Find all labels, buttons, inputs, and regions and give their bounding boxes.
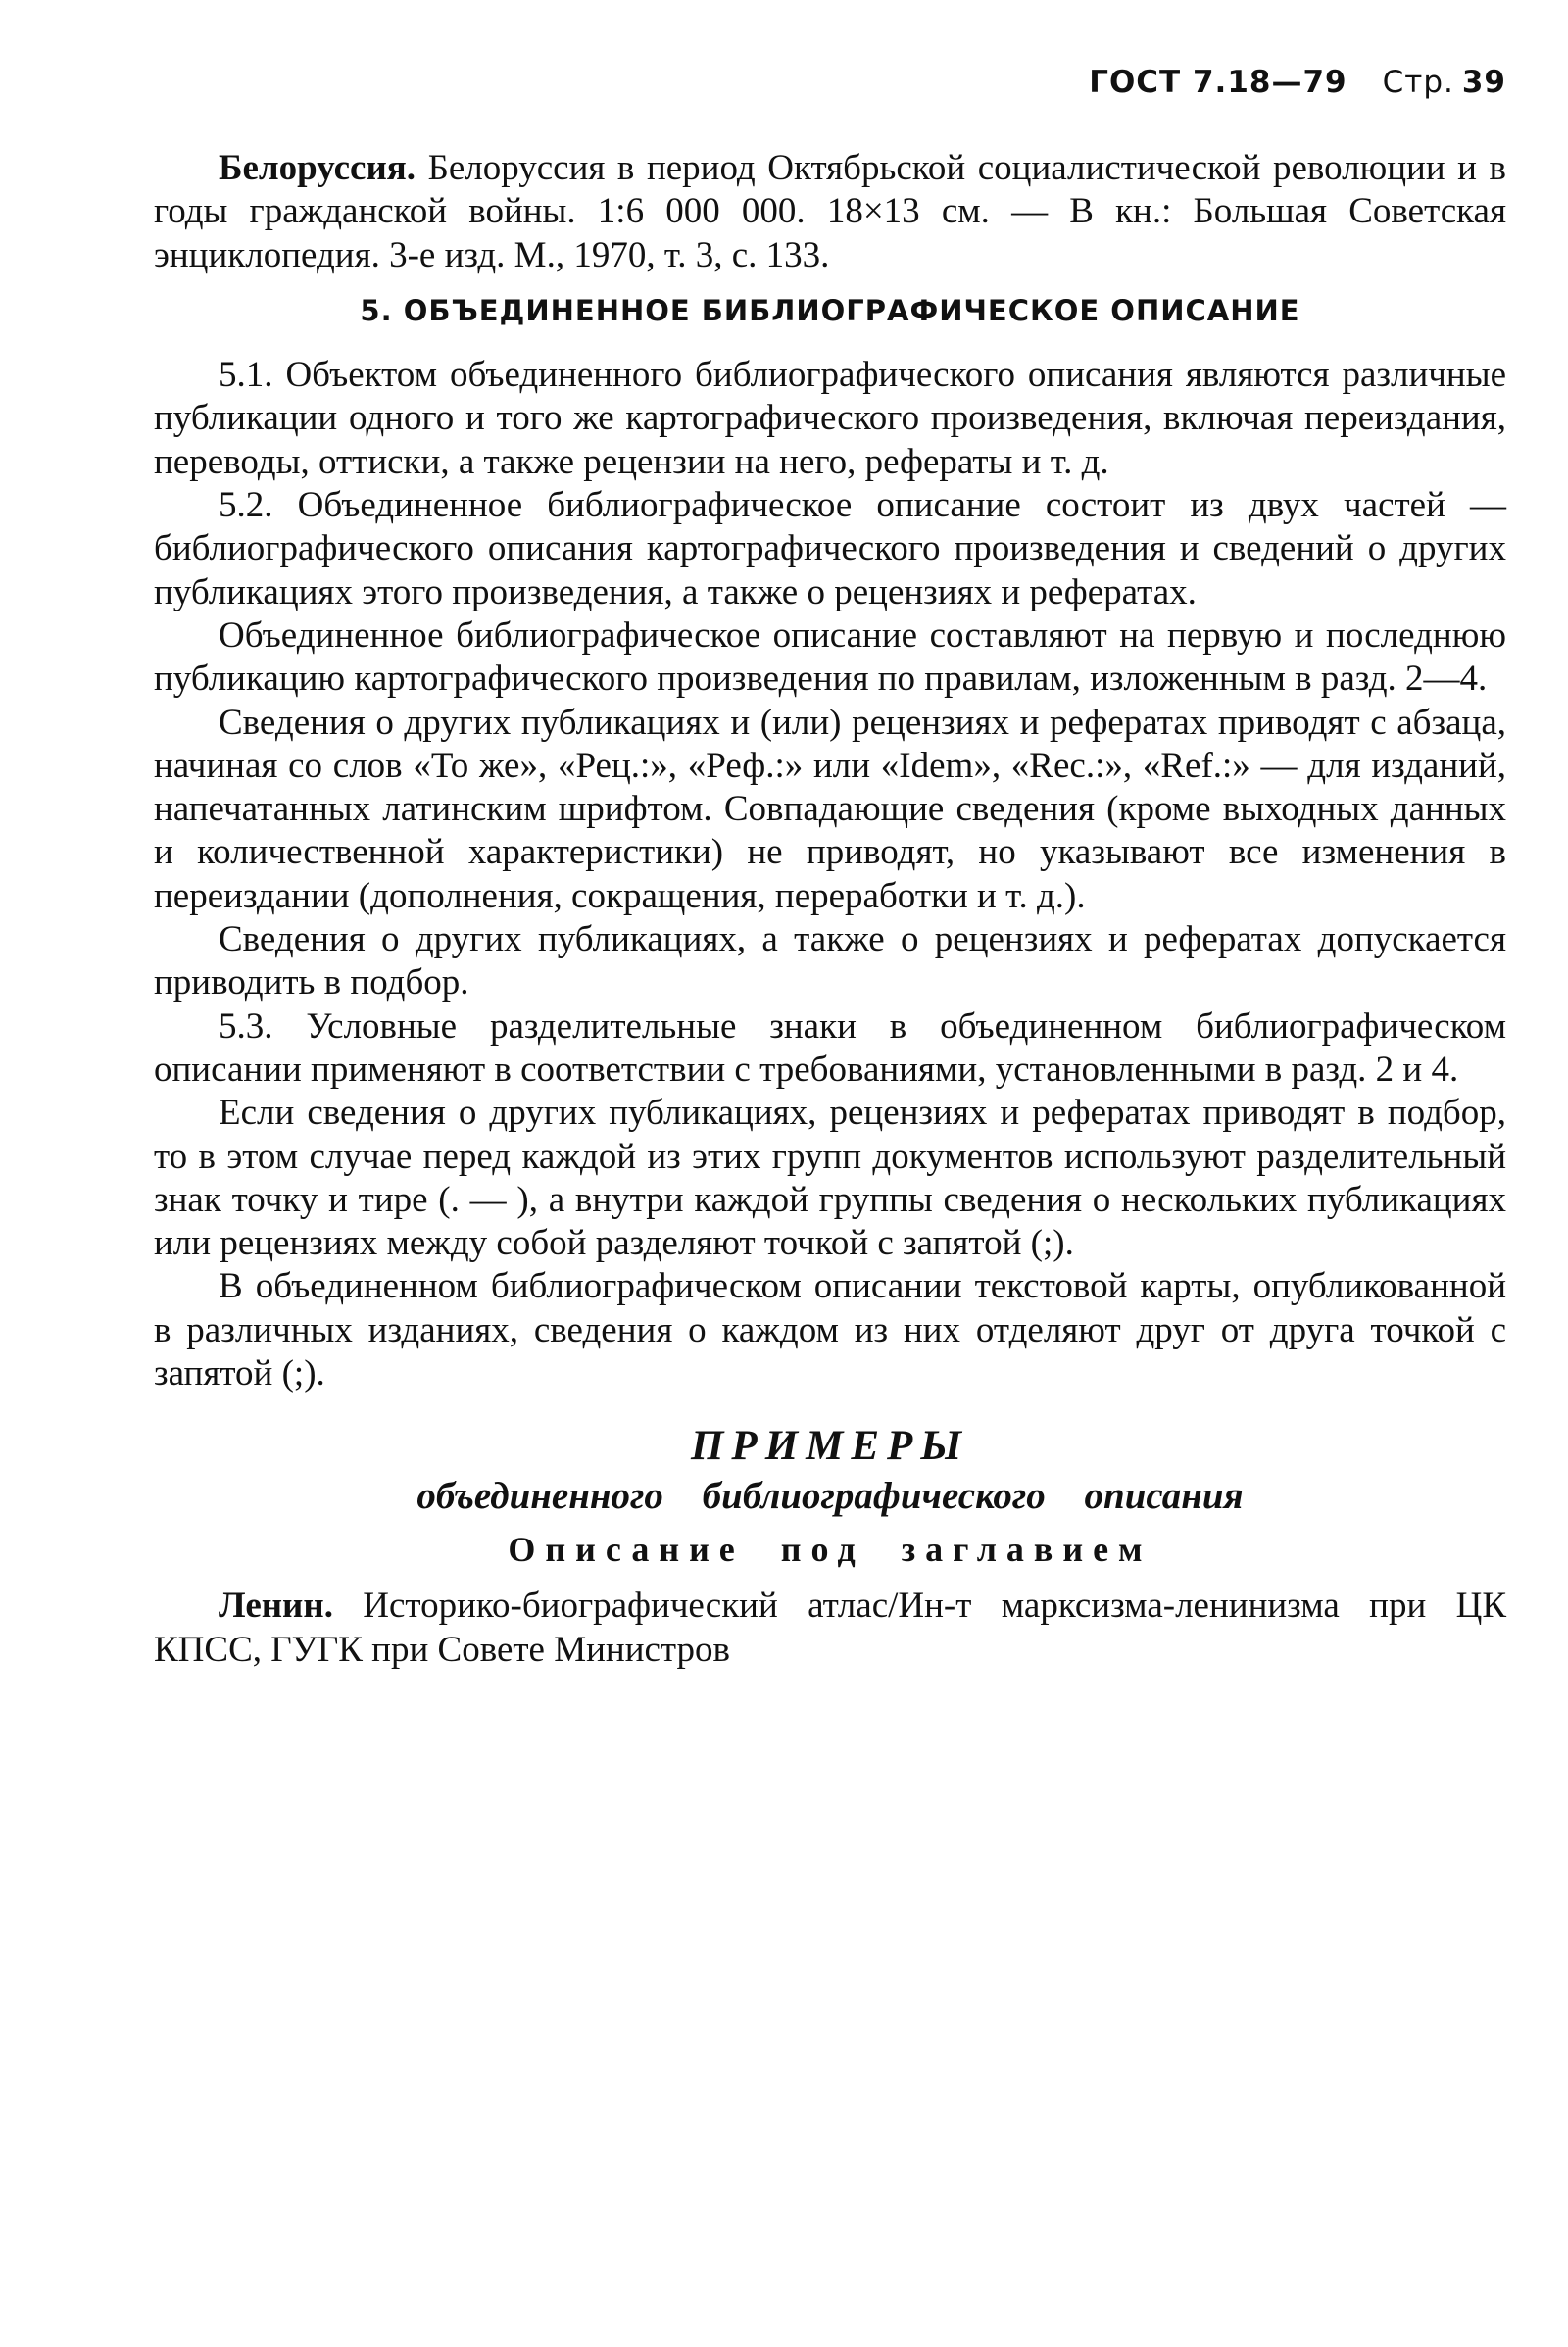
example-entry (154, 1585, 1506, 1672)
page-label: Стр. 39 (1382, 65, 1506, 100)
examples-title: ПРИМЕРЫ (690, 1423, 970, 1470)
page-header (1089, 65, 1506, 100)
examples-heading: Описание под заглавием (508, 1529, 1152, 1569)
standard-number: ГОСТ 7.18—79 (1089, 65, 1348, 100)
paragraph-5-2: 5.2. Объединенное библиографическое описание состоит из двух частей — библиографического описания картографического произведения и сведений о других публикациях этого произведения, а также о рецензиях и рефератах. (154, 485, 1506, 612)
example-entry-lead: Ленин. (219, 1586, 333, 1627)
example-entry-text: Историко-биографический атлас/Ин-т марксизма-ленинизма при ЦК КПСС, ГУГК при Совете Министров (154, 1586, 1506, 1670)
paragraph-text-map: В объединенном библиографическом описании текстовой карты, опубликованной в различных изданиях, сведения о каждом из них отделяют друг от друга точкой с запятой (;). (154, 1266, 1506, 1394)
examples-subtitle: объединенного библиографического описания (416, 1474, 1244, 1517)
intro-paragraph (154, 147, 1506, 277)
paragraph-combined-rule: Объединенное библиографическое описание составляют на первую и последнюю публикацию картографического произведения по правилам, изложенным в разд. 2—4. (154, 614, 1506, 700)
intro-text: Белоруссия в период Октябрьской социалистической революции и в годы гражданской войны. 1:6 000 000. 18×13 см. — В кн.: Большая Советская энциклопедия. 3-е изд. М., 1970, т. 3, с. 133. (154, 148, 1507, 275)
page-number: 39 (1461, 65, 1506, 100)
paragraph-in-a-row: Сведения о других публикациях, а также о рецензиях и рефератах допускается приводить в подбор. (154, 919, 1506, 1003)
paragraph-other-publications: Сведения о других публикациях и (или) рецензиях и рефератах приводят с абзаца, начиная со слов «То же», «Рец.:», «Реф.:» или «Idem», «Rec.:», «Ref.:» — для изданий, напечатанных латинским шрифтом. Совпадающие сведения (кроме выходных данных и количественной характеристики) не приводят, но указывают все изменения в переиздании (дополнения, сокращения, переработки и т. д.). (154, 702, 1506, 916)
paragraph-5-3: 5.3. Условные разделительные знаки в объединенном библиографическом описании применяют в соответствии с требованиями, установленными в разд. 2 и 4. (154, 1005, 1506, 1090)
paragraph-separators: Если сведения о других публикациях, рецензиях и рефератах приводят в подбор, то в этом случае перед каждой из этих групп документов используют разделительный знак точку и тире (. — ), а внутри каждой группы сведения о нескольких публикациях или рецензиях между собой разделяют точкой с запятой (;). (154, 1093, 1506, 1264)
paragraph-5-1: 5.1. Объектом объединенного библиографического описания являются различные публикации одного и того же картографического произведения, включая переиздания, переводы, оттиски, а также рецензии на него, рефераты и т. д. (154, 355, 1506, 482)
section-heading: 5. ОБЪЕДИНЕННОЕ БИБЛИОГРАФИЧЕСКОЕ ОПИСАНИЕ (360, 293, 1300, 327)
intro-lead: Белоруссия. (219, 148, 416, 188)
body-text (154, 147, 1506, 1672)
